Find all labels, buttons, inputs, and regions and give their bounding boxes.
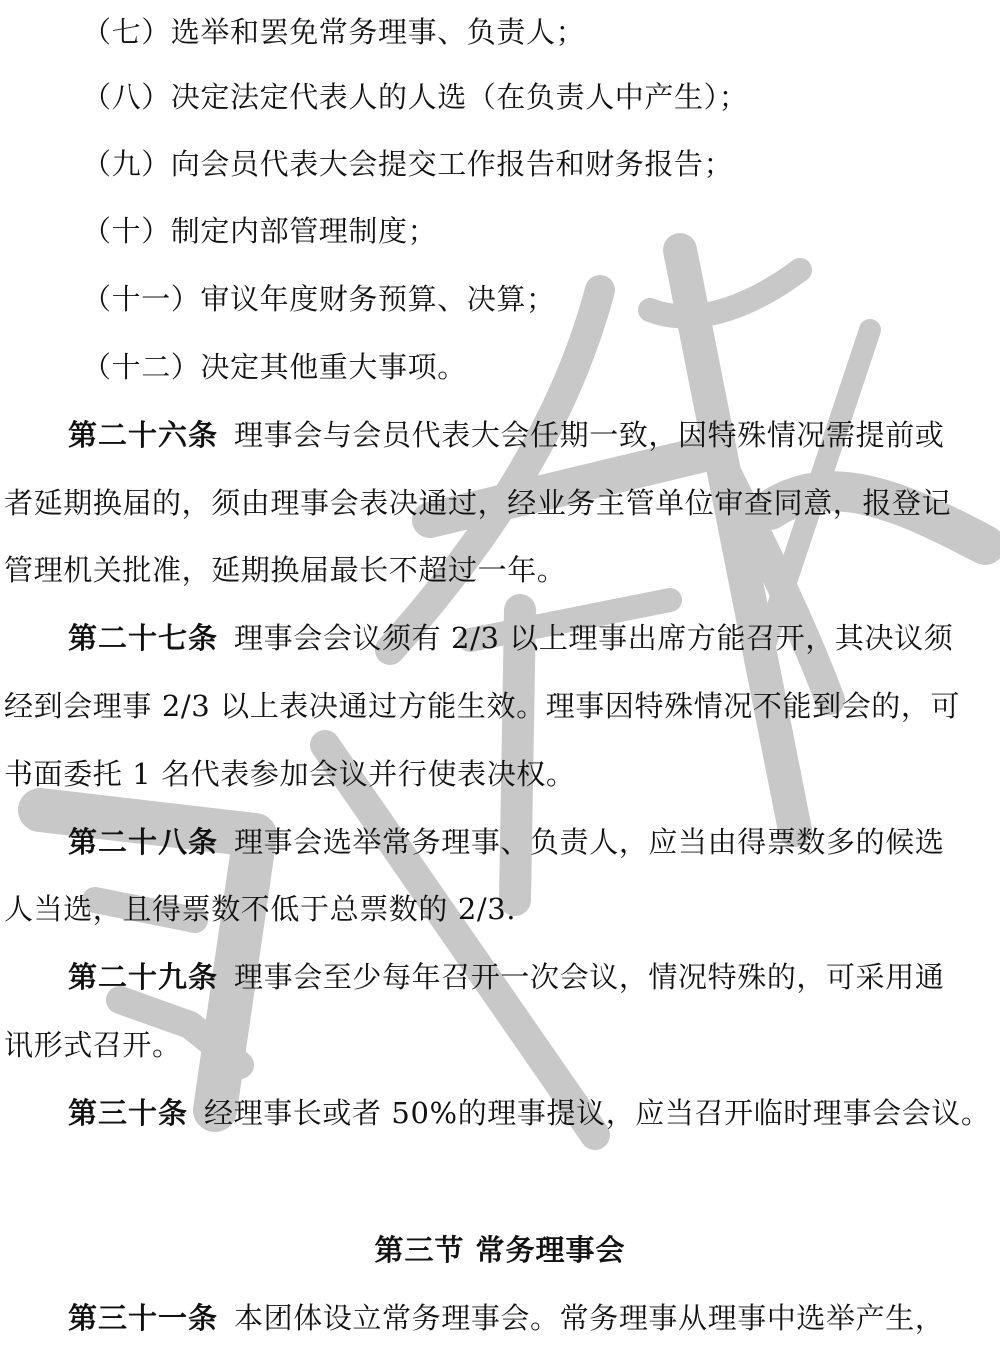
article-27 xyxy=(0,618,1000,658)
article-text: 理事会与会员代表大会任期一致，因特殊情况需提前或 xyxy=(234,418,945,452)
section-heading: 第三节 常务理事会 xyxy=(374,1233,626,1267)
article-text: 人当选，且得票数不低于总票数的 2/3. xyxy=(4,892,517,926)
article-text: 理事会至少每年召开一次会议，情况特殊的，可采用通 xyxy=(234,960,945,994)
article-label: 第二十八条 xyxy=(68,825,219,859)
article-text: 本团体设立常务理事会。常务理事从理事中选举产生， xyxy=(234,1301,945,1335)
article-text: 理事会选举常务理事、负责人，应当由得票数多的候选 xyxy=(234,825,945,859)
article-text: 理事会会议须有 2/3 以上理事出席方能召开，其决议须 xyxy=(234,621,954,655)
article-text: 经理事长或者 50%的理事提议，应当召开临时理事会会议。 xyxy=(204,1096,991,1130)
list-item: （十）制定内部管理制度； xyxy=(82,214,438,248)
article-text: 书面委托 1 名代表参加会议并行使表决权。 xyxy=(4,757,576,791)
article-26 xyxy=(0,415,1000,455)
list-item: （十二）决定其他重大事项。 xyxy=(82,350,467,384)
article-label: 第三十条 xyxy=(68,1096,189,1130)
list-item: （八）决定法定代表人的人选（在负责人中产生）； xyxy=(82,80,749,114)
article-label: 第二十九条 xyxy=(68,960,219,994)
list-item: （九）向会员代表大会提交工作报告和财务报告； xyxy=(82,147,734,181)
article-label: 第二十六条 xyxy=(68,418,219,452)
article-28 xyxy=(0,822,1000,862)
article-label: 第二十七条 xyxy=(68,621,219,655)
article-text: 管理机关批准，延期换届最长不超过一年。 xyxy=(4,553,567,587)
article-30 xyxy=(0,1093,1000,1133)
article-text: 经到会理事 2/3 以上表决通过方能生效。理事因特殊情况不能到会的，可 xyxy=(4,689,961,723)
article-31 xyxy=(0,1298,1000,1338)
article-29 xyxy=(0,957,1000,997)
article-text: 者延期换届的，须由理事会表决通过，经业务主管单位审查同意，报登记 xyxy=(4,486,952,520)
article-label: 第三十一条 xyxy=(68,1301,219,1335)
article-text: 讯形式召开。 xyxy=(4,1028,182,1062)
list-item: （十一）审议年度财务预算、决算； xyxy=(82,282,556,316)
list-item: （七）选举和罢免常务理事、负责人； xyxy=(82,15,586,49)
